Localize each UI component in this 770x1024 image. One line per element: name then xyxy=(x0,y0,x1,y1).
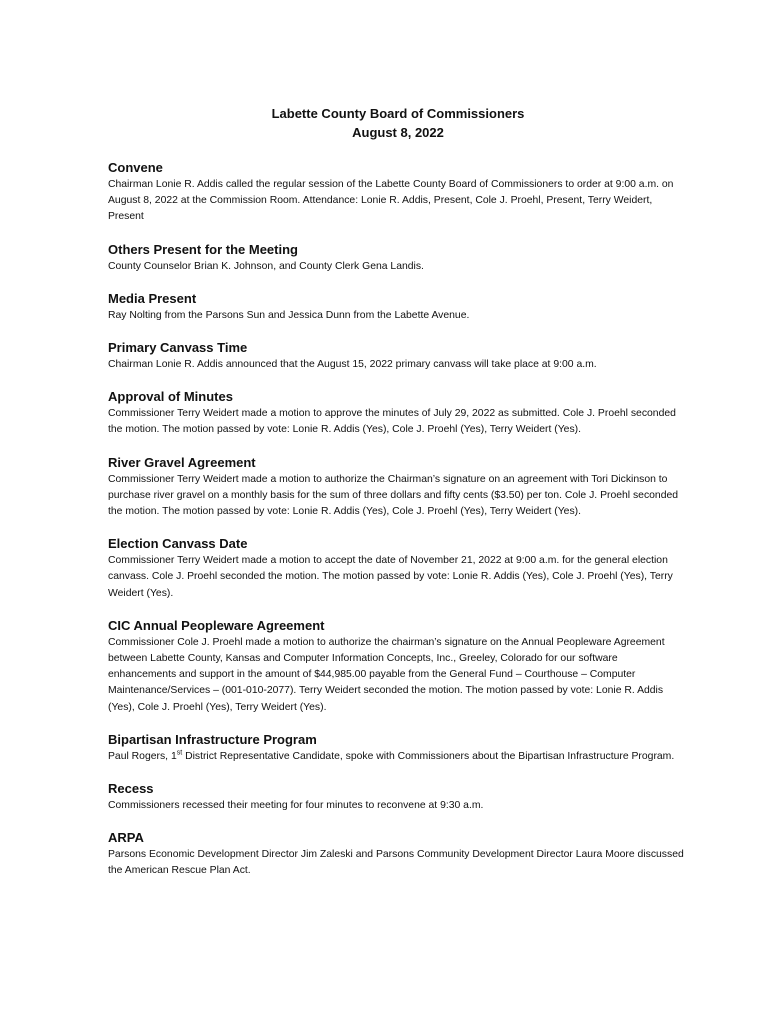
section-heading: Primary Canvass Time xyxy=(108,340,248,356)
ordinal-suffix: st xyxy=(176,749,183,757)
section-heading: Approval of Minutes xyxy=(108,389,233,405)
section-body-part: Paul Rogers, 1 xyxy=(108,750,177,762)
section-body: Chairman Lonie R. Addis called the regular session of the Labette County Board of Commissioners to order at 9:00 a.m. on August 8, 2022 at the Commission Room. Attendance: Lonie R. Addis, Present, Cole J. Proehl, Present, Terry Weidert, Present xyxy=(108,179,674,223)
document-title: Labette County Board of Commissioners xyxy=(271,106,525,121)
section-election-canvass-date xyxy=(108,535,688,602)
section-bipartisan-infrastructure xyxy=(108,731,688,765)
section-heading: Convene xyxy=(108,160,163,175)
section-heading: Recess xyxy=(108,781,154,797)
section-others-present xyxy=(108,241,688,275)
section-arpa xyxy=(108,829,688,879)
section-body: County Counselor Brian K. Johnson, and County Clerk Gena Landis. xyxy=(108,260,424,272)
section-approval-of-minutes xyxy=(108,388,688,438)
section-river-gravel-agreement xyxy=(108,454,688,521)
section-recess xyxy=(108,780,688,814)
document-page xyxy=(108,104,688,895)
section-heading: River Gravel Agreement xyxy=(108,454,256,470)
section-body: Commissioner Terry Weidert made a motion to authorize the Chairman’s signature on an agreement with Tori Dickinson to purchase river gravel on a monthly basis for the sum of three dollars and fifty cents ($3.50) per ton. Cole J. Proehl seconded the motion. The motion passed by vote: Lonie R. Addis (Yes), Cole J. Proehl (Yes), Terry Weidert (Yes). xyxy=(108,473,679,518)
section-body xyxy=(108,749,688,765)
section-body: Parsons Economic Development Director Jim Zaleski and Parsons Community Development Director Laura Moore discussed the American Rescue Plan Act. xyxy=(108,849,684,877)
section-heading: Media Present xyxy=(108,290,197,306)
section-primary-canvass-time xyxy=(108,339,688,373)
section-body: Chairman Lonie R. Addis announced that the August 15, 2022 primary canvass will take place at 9:00 a.m. xyxy=(108,359,597,371)
section-media-present xyxy=(108,290,688,324)
section-heading: Others Present for the Meeting xyxy=(108,241,298,257)
section-heading: Election Canvass Date xyxy=(108,536,248,552)
section-body-part: District Representative Candidate, spoke with Commissioners about the Bipartisan Infrastructure Program. xyxy=(182,750,675,762)
section-heading: ARPA xyxy=(108,830,144,846)
section-body: Ray Nolting from the Parsons Sun and Jessica Dunn from the Labette Avenue. xyxy=(108,309,470,321)
section-heading: CIC Annual Peopleware Agreement xyxy=(108,617,325,633)
section-body: Commissioner Terry Weidert made a motion to approve the minutes of July 29, 2022 as submitted. Cole J. Proehl seconded the motion. The motion passed by vote: Lonie R. Addis (Yes), Cole J. Proehl (Yes), Terry Weidert (Yes). xyxy=(108,408,676,436)
section-body: Commissioner Terry Weidert made a motion to accept the date of November 21, 2022 at 9:00 a.m. for the general election canvass. Cole J. Proehl seconded the motion. The motion passed by vote: Lonie R. Addis (Yes), Cole J. Proehl (Yes), Terry Weidert (Yes). xyxy=(108,555,673,599)
section-body: Commissioners recessed their meeting for four minutes to reconvene at 9:30 a.m. xyxy=(108,800,484,812)
section-heading: Bipartisan Infrastructure Program xyxy=(108,731,317,747)
section-cic-peopleware-agreement xyxy=(108,617,688,716)
document-date: August 8, 2022 xyxy=(352,125,444,140)
section-convene xyxy=(108,159,688,226)
section-body: Commissioner Cole J. Proehl made a motion to authorize the chairman’s signature on the Annual Peopleware Agreement between Labette County, Kansas and Computer Information Concepts, Inc., Greeley, Colorado for our software enhancements and support in the amount of $44,985.00 payable from the General Fund – Courthouse – Computer Maintenance/Services – (001-010-2077). Terry Weidert seconded the motion. The motion passed by vote: Lonie R. Addis (Yes), Cole J. Proehl (Yes), Terry Weidert (Yes). xyxy=(108,636,665,713)
